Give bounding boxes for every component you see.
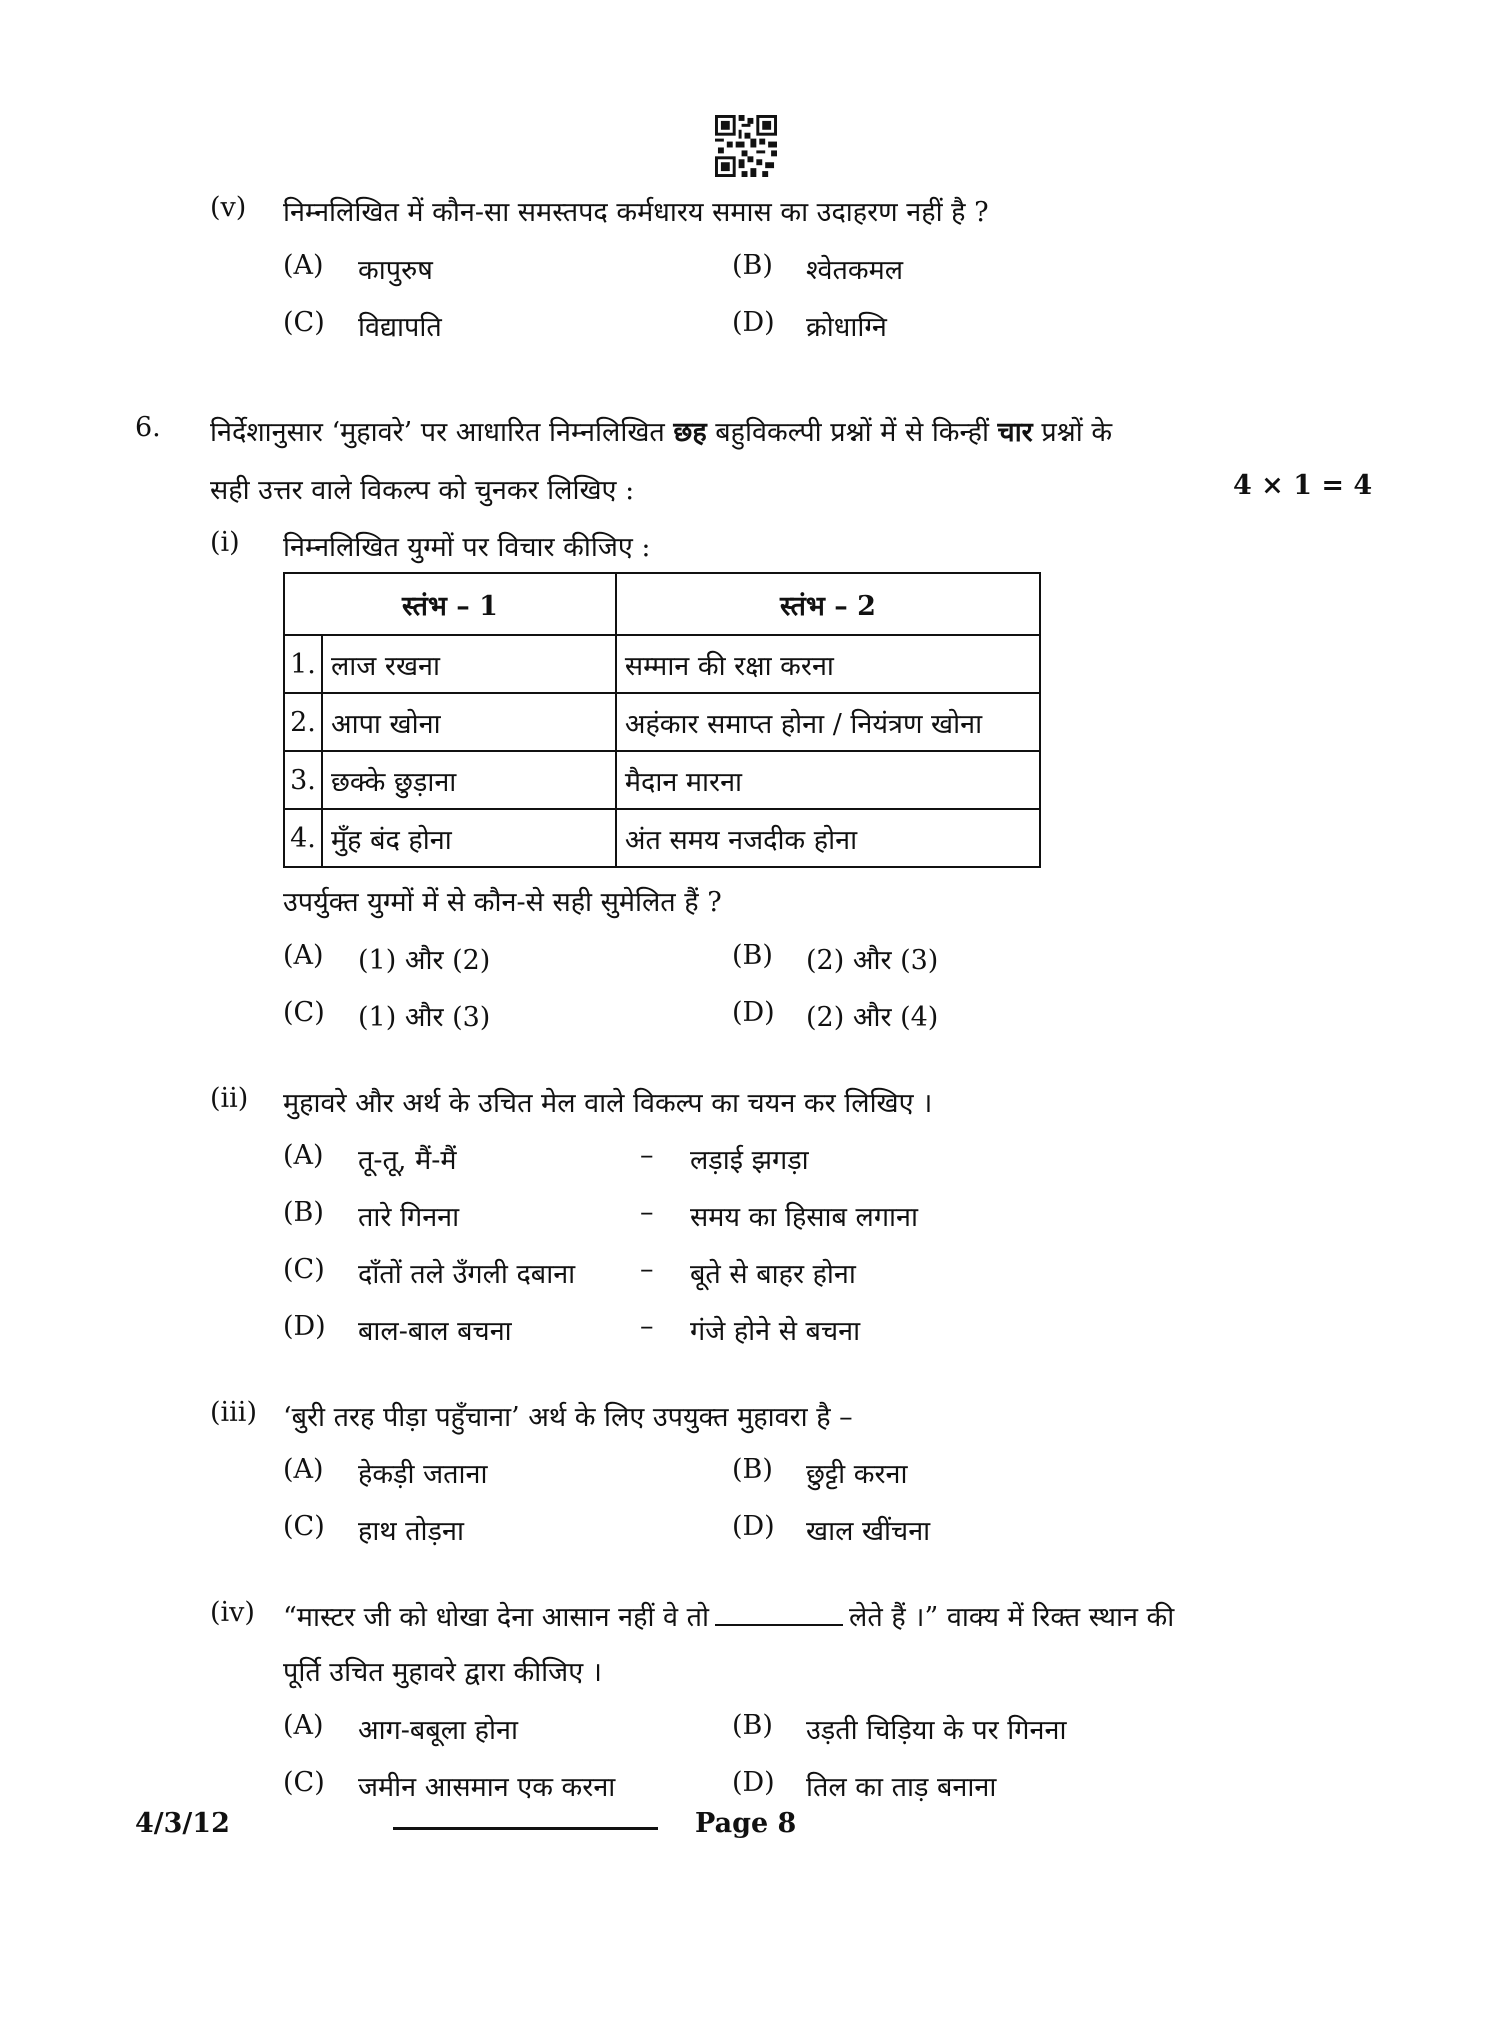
question-text: मुहावरे और अर्थ के उचित मेल वाले विकल्प का चयन कर लिखिए । [283, 1088, 933, 1119]
idiom-cell: छक्के छुड़ाना [322, 751, 616, 809]
option-key: (A) [283, 940, 324, 971]
meaning-cell: अंत समय नजदीक होना [616, 809, 1040, 867]
instruction-text: निर्देशानुसार ‘मुहावरे’ पर आधारित निम्नलिखित [210, 417, 674, 448]
option-key: (B) [732, 1710, 773, 1741]
option-key: (B) [283, 1197, 324, 1228]
option-key: (B) [732, 250, 773, 281]
instruction-bold: छह [673, 417, 707, 448]
option-key: (A) [283, 1454, 324, 1485]
option-text: (2) और (3) [806, 945, 939, 976]
option-key: (C) [283, 307, 325, 338]
meaning-cell: अहंकार समाप्त होना / नियंत्रण खोना [616, 693, 1040, 751]
option-text: खाल खींचना [806, 1516, 931, 1547]
table-row [284, 693, 1040, 751]
page-number: Page 8 [695, 1808, 797, 1839]
idiom-cell: लाज रखना [322, 635, 616, 693]
question-label: (iii) [210, 1397, 257, 1428]
option-dash: – [640, 1140, 654, 1171]
option-text: हाथ तोड़ना [358, 1516, 464, 1547]
question-label: (ii) [210, 1083, 249, 1114]
meaning-cell: सम्मान की रक्षा करना [616, 635, 1040, 693]
option-key: (C) [283, 1767, 325, 1798]
question-instruction-line2: सही उत्तर वाले विकल्प को चुनकर लिखिए : [210, 475, 635, 506]
option-key: (D) [732, 307, 775, 338]
option-key: (A) [283, 1140, 324, 1171]
question-text: उपर्युक्त युग्मों में से कौन-से सही सुमेलित हैं ? [283, 887, 722, 918]
table-row [284, 635, 1040, 693]
option-key: (B) [732, 940, 773, 971]
row-number: 4. [284, 809, 322, 867]
option-key: (A) [283, 250, 324, 281]
option-text: क्रोधाग्नि [806, 312, 887, 343]
table-row [284, 809, 1040, 867]
row-number: 1. [284, 635, 322, 693]
row-number: 3. [284, 751, 322, 809]
option-text: तिल का ताड़ बनाना [806, 1772, 997, 1803]
paper-code: 4/3/12 [135, 1808, 230, 1839]
option-text: छुट्टी करना [806, 1459, 908, 1490]
option-text: (1) और (2) [358, 945, 491, 976]
option-idiom: बाल-बाल बचना [358, 1316, 512, 1347]
question-text: “मास्टर जी को धोखा देना आसान नहीं वे तो [283, 1602, 710, 1633]
idiom-cell: आपा खोना [322, 693, 616, 751]
question-text-line2: पूर्ति उचित मुहावरे द्वारा कीजिए । [283, 1657, 602, 1688]
option-dash: – [640, 1197, 654, 1228]
option-meaning: समय का हिसाब लगाना [690, 1202, 919, 1233]
question-text-line1 [283, 1597, 1174, 1634]
option-key: (D) [732, 997, 775, 1028]
question-label: (i) [210, 527, 240, 558]
fill-in-blank [715, 1602, 843, 1626]
option-text: श्वेतकमल [806, 255, 904, 286]
option-key: (C) [283, 1254, 325, 1285]
option-text: आग-बबूला होना [358, 1715, 518, 1746]
option-meaning: गंजे होने से बचना [690, 1316, 861, 1347]
row-number: 2. [284, 693, 322, 751]
footer-divider [393, 1827, 658, 1830]
option-text: उड़ती चिड़िया के पर गिनना [806, 1715, 1067, 1746]
question-text: लेते हैं ।” वाक्य में रिक्त स्थान की [849, 1602, 1175, 1633]
instruction-text: प्रश्नों के [1032, 417, 1113, 448]
instruction-text: बहुविकल्पी प्रश्नों में से किन्हीं [706, 417, 998, 448]
option-meaning: लड़ाई झगड़ा [690, 1145, 809, 1176]
option-text: विद्यापति [358, 312, 442, 343]
question-label: (iv) [210, 1597, 255, 1628]
option-text: कापुरुष [358, 255, 433, 286]
option-meaning: बूते से बाहर होना [690, 1259, 856, 1290]
table-header: स्तंभ – 2 [616, 573, 1040, 635]
marks-label: 4 × 1 = 4 [1233, 470, 1373, 501]
option-text: हेकड़ी जताना [358, 1459, 488, 1490]
option-idiom: तारे गिनना [358, 1202, 460, 1233]
option-key: (C) [283, 997, 325, 1028]
option-text: जमीन आसमान एक करना [358, 1772, 616, 1803]
option-text: (1) और (3) [358, 1002, 491, 1033]
option-dash: – [640, 1311, 654, 1342]
question-instruction-line1 [210, 412, 1112, 449]
option-text: (2) और (4) [806, 1002, 939, 1033]
table-header-row [284, 573, 1040, 635]
instruction-bold: चार [997, 417, 1033, 448]
option-key: (D) [283, 1311, 326, 1342]
question-label: (v) [210, 192, 247, 223]
option-idiom: दाँतों तले उँगली दबाना [358, 1259, 576, 1290]
question-number: 6. [135, 412, 161, 443]
option-dash: – [640, 1254, 654, 1285]
option-key: (B) [732, 1454, 773, 1485]
table-header: स्तंभ – 1 [284, 573, 616, 635]
question-text: ‘बुरी तरह पीड़ा पहुँचाना’ अर्थ के लिए उपयुक्त मुहावरा है – [283, 1402, 853, 1433]
option-key: (D) [732, 1511, 775, 1542]
option-key: (A) [283, 1710, 324, 1741]
option-idiom: तू-तू, मैं-मैं [358, 1145, 457, 1176]
table-row [284, 751, 1040, 809]
option-key: (C) [283, 1511, 325, 1542]
qr-code-icon [715, 115, 777, 177]
idiom-cell: मुँह बंद होना [322, 809, 616, 867]
question-text: निम्नलिखित में कौन-सा समस्तपद कर्मधारय समास का उदाहरण नहीं है ? [283, 197, 989, 228]
question-text: निम्नलिखित युग्मों पर विचार कीजिए : [283, 532, 651, 563]
option-key: (D) [732, 1767, 775, 1798]
idiom-table [283, 572, 1041, 868]
meaning-cell: मैदान मारना [616, 751, 1040, 809]
